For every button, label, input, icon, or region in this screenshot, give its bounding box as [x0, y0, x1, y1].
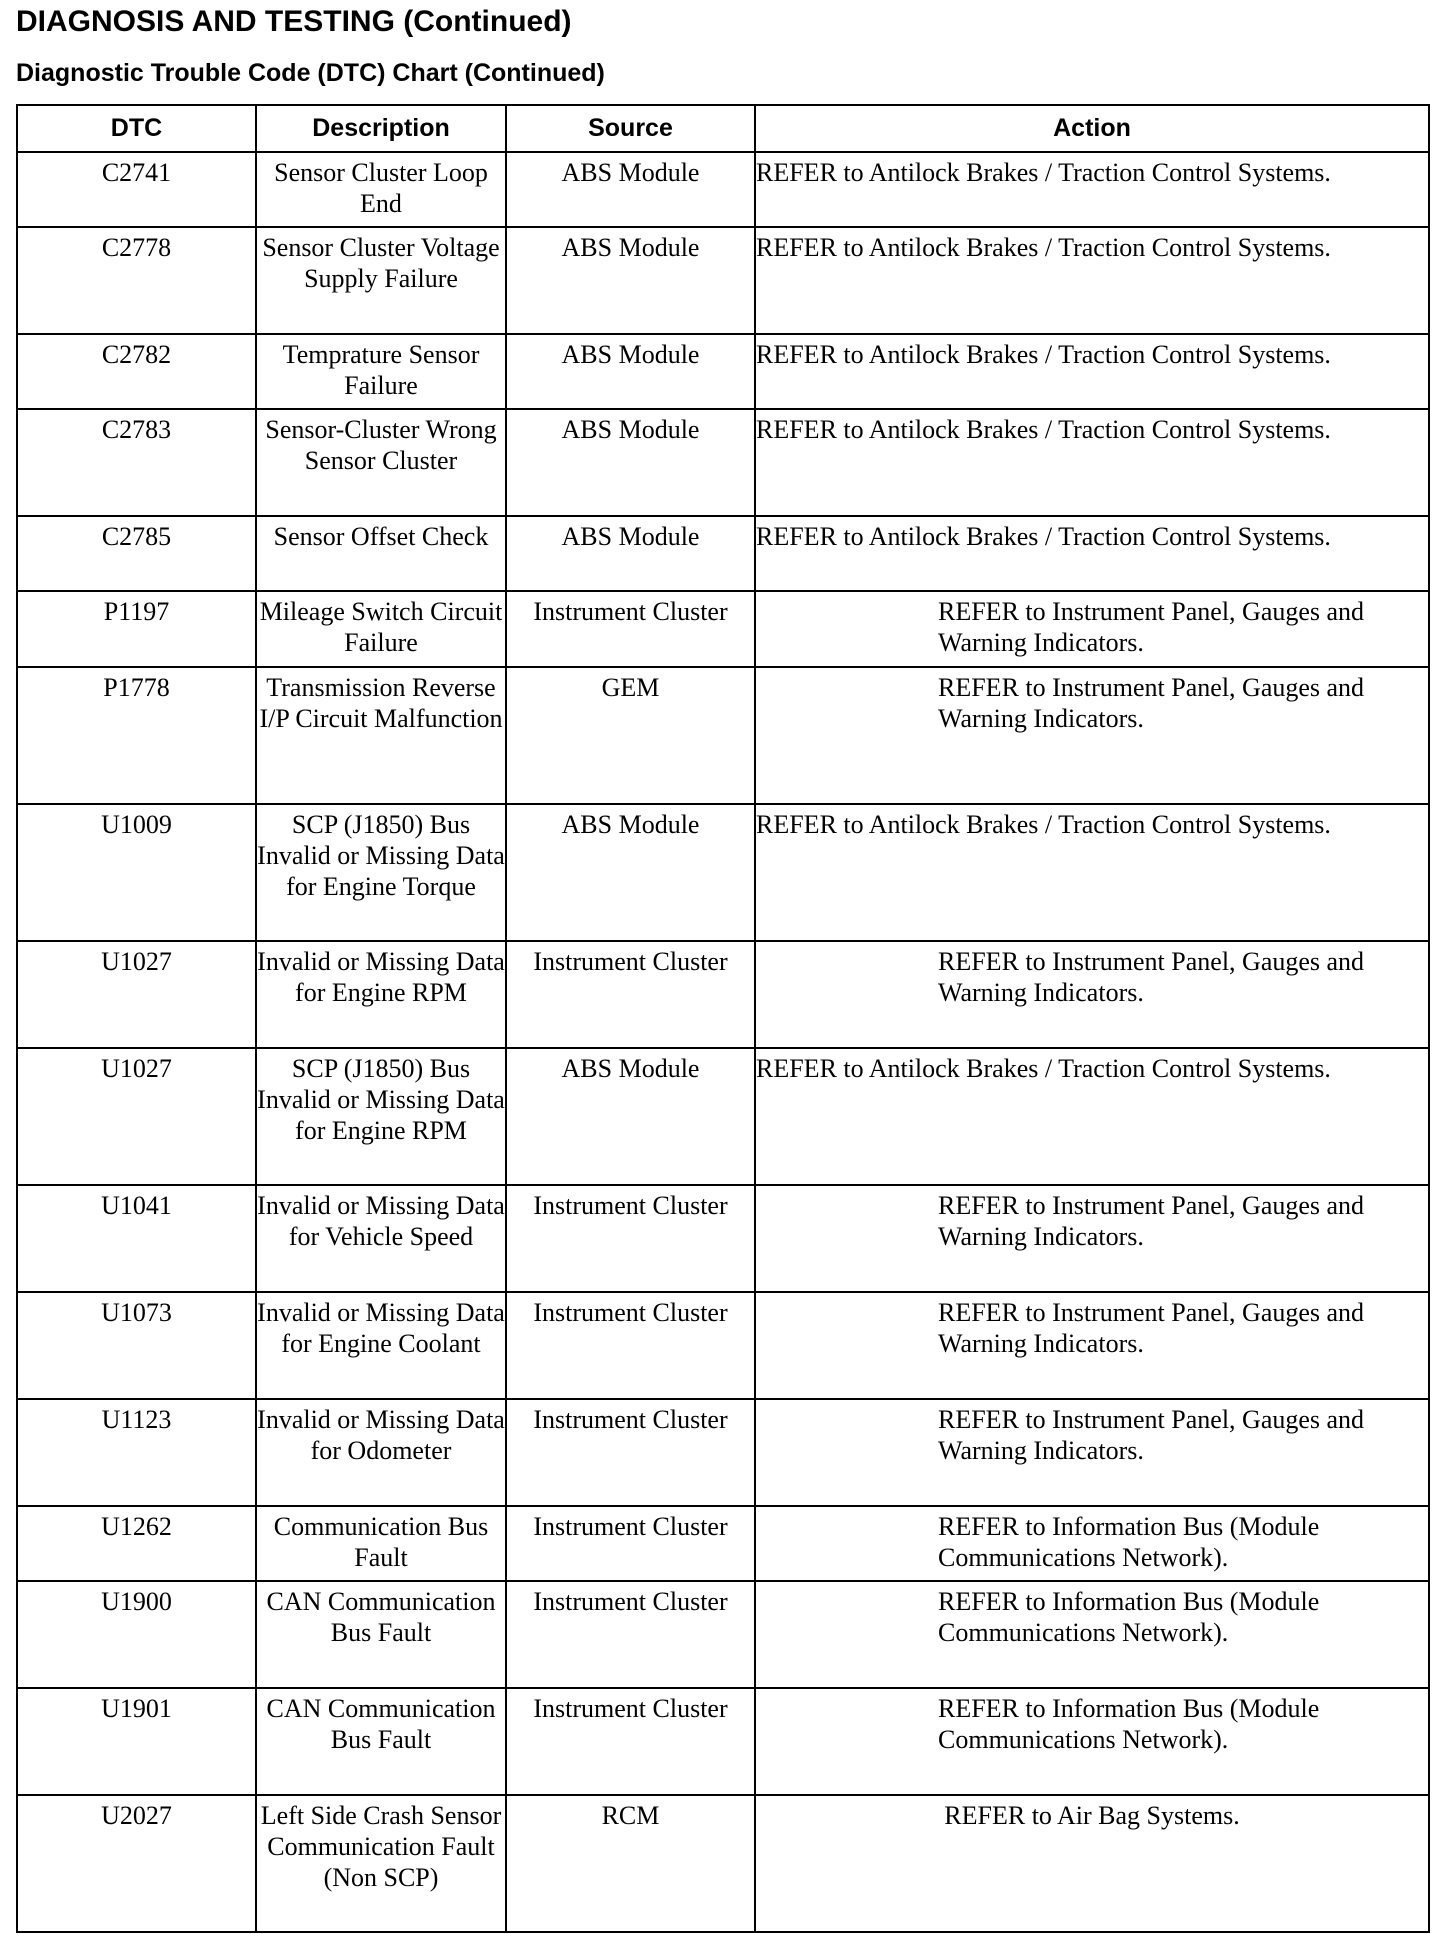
- description-cell: Invalid or Missing Data for Engine Coolant: [256, 1292, 506, 1399]
- table-row: [17, 804, 1429, 941]
- description-cell: SCP (J1850) Bus Invalid or Missing Data for Engine RPM: [256, 1048, 506, 1185]
- description-cell: Temprature Sensor Failure: [256, 334, 506, 409]
- dtc-cell: U1901: [17, 1688, 256, 1795]
- action-cell: [755, 1506, 1429, 1581]
- source-cell: ABS Module: [506, 1048, 755, 1185]
- table-row: [17, 1185, 1429, 1292]
- dtc-cell: U1073: [17, 1292, 256, 1399]
- action-cell: [755, 227, 1429, 334]
- description-cell: Communication Bus Fault: [256, 1506, 506, 1581]
- source-cell: ABS Module: [506, 152, 755, 227]
- action-cell: [755, 334, 1429, 409]
- description-cell: SCP (J1850) Bus Invalid or Missing Data for Engine Torque: [256, 804, 506, 941]
- chart-subtitle: Diagnostic Trouble Code (DTC) Chart (Continued): [16, 59, 605, 87]
- action-text: REFER to Instrument Panel, Gauges and Warning Indicators.: [938, 1298, 1365, 1358]
- source-cell: Instrument Cluster: [506, 1185, 755, 1292]
- table-row: [17, 227, 1429, 334]
- action-text: REFER to Instrument Panel, Gauges and Warning Indicators.: [938, 597, 1365, 657]
- description-cell: Invalid or Missing Data for Vehicle Speed: [256, 1185, 506, 1292]
- table-row: [17, 409, 1429, 516]
- source-cell: RCM: [506, 1795, 755, 1932]
- table-row: [17, 152, 1429, 227]
- action-cell: [755, 1185, 1429, 1292]
- table-row: [17, 1688, 1429, 1795]
- dtc-cell: U1262: [17, 1506, 256, 1581]
- dtc-cell: U1900: [17, 1581, 256, 1688]
- description-cell: Sensor Cluster Loop End: [256, 152, 506, 227]
- action-cell: [755, 1795, 1429, 1932]
- action-cell: [755, 1581, 1429, 1688]
- table-row: [17, 1506, 1429, 1581]
- dtc-cell: U1027: [17, 941, 256, 1048]
- table-header-row: [17, 105, 1429, 152]
- action-cell: [755, 1292, 1429, 1399]
- column-header-dtc: DTC: [17, 105, 256, 152]
- dtc-cell: C2782: [17, 334, 256, 409]
- source-cell: ABS Module: [506, 516, 755, 591]
- action-text: REFER to Instrument Panel, Gauges and Warning Indicators.: [938, 1405, 1365, 1465]
- action-cell: [755, 409, 1429, 516]
- action-text: REFER to Antilock Brakes / Traction Control Systems.: [756, 810, 1331, 839]
- action-text: REFER to Information Bus (Module Communications Network).: [938, 1694, 1320, 1754]
- source-cell: GEM: [506, 667, 755, 804]
- dtc-cell: U1123: [17, 1399, 256, 1506]
- description-cell: Mileage Switch Circuit Failure: [256, 591, 506, 667]
- action-cell: [755, 1399, 1429, 1506]
- action-text: REFER to Antilock Brakes / Traction Control Systems.: [756, 340, 1331, 369]
- dtc-cell: P1778: [17, 667, 256, 804]
- action-cell: [755, 1048, 1429, 1185]
- dtc-cell: U1041: [17, 1185, 256, 1292]
- action-text: REFER to Antilock Brakes / Traction Control Systems.: [756, 415, 1331, 444]
- action-cell: [755, 516, 1429, 591]
- dtc-cell: C2783: [17, 409, 256, 516]
- action-cell: [755, 667, 1429, 804]
- table-row: [17, 1048, 1429, 1185]
- column-header-source: Source: [506, 105, 755, 152]
- source-cell: Instrument Cluster: [506, 1292, 755, 1399]
- dtc-cell: C2778: [17, 227, 256, 334]
- description-cell: Transmission Reverse I/P Circuit Malfunction: [256, 667, 506, 804]
- column-header-action: Action: [755, 105, 1429, 152]
- description-cell: Invalid or Missing Data for Odometer: [256, 1399, 506, 1506]
- source-cell: ABS Module: [506, 804, 755, 941]
- description-cell: Invalid or Missing Data for Engine RPM: [256, 941, 506, 1048]
- dtc-cell: C2785: [17, 516, 256, 591]
- description-cell: CAN Communication Bus Fault: [256, 1688, 506, 1795]
- table-row: [17, 1292, 1429, 1399]
- description-cell: Sensor Cluster Voltage Supply Failure: [256, 227, 506, 334]
- dtc-cell: P1197: [17, 591, 256, 667]
- table-row: [17, 591, 1429, 667]
- description-cell: CAN Communication Bus Fault: [256, 1581, 506, 1688]
- description-cell: Left Side Crash Sensor Communication Fault (Non SCP): [256, 1795, 506, 1932]
- source-cell: Instrument Cluster: [506, 1688, 755, 1795]
- table-row: [17, 1399, 1429, 1506]
- action-text: REFER to Instrument Panel, Gauges and Warning Indicators.: [938, 947, 1365, 1007]
- dtc-cell: C2741: [17, 152, 256, 227]
- action-text: REFER to Antilock Brakes / Traction Control Systems.: [756, 233, 1331, 262]
- action-cell: [755, 804, 1429, 941]
- dtc-cell: U1009: [17, 804, 256, 941]
- source-cell: ABS Module: [506, 409, 755, 516]
- action-text: REFER to Antilock Brakes / Traction Control Systems.: [756, 158, 1331, 187]
- table-row: [17, 1581, 1429, 1688]
- action-text: REFER to Instrument Panel, Gauges and Warning Indicators.: [938, 1191, 1365, 1251]
- action-text: REFER to Information Bus (Module Communications Network).: [938, 1512, 1320, 1572]
- action-cell: [755, 1688, 1429, 1795]
- page-title: DIAGNOSIS AND TESTING (Continued): [16, 5, 572, 38]
- source-cell: Instrument Cluster: [506, 941, 755, 1048]
- column-header-description: Description: [256, 105, 506, 152]
- source-cell: Instrument Cluster: [506, 1399, 755, 1506]
- action-cell: [755, 941, 1429, 1048]
- source-cell: ABS Module: [506, 227, 755, 334]
- action-text: REFER to Antilock Brakes / Traction Control Systems.: [756, 1054, 1331, 1083]
- action-cell: [755, 591, 1429, 667]
- action-text: REFER to Air Bag Systems.: [944, 1801, 1240, 1830]
- description-cell: Sensor-Cluster Wrong Sensor Cluster: [256, 409, 506, 516]
- source-cell: ABS Module: [506, 334, 755, 409]
- table-row: [17, 667, 1429, 804]
- action-text: REFER to Antilock Brakes / Traction Control Systems.: [756, 522, 1331, 551]
- source-cell: Instrument Cluster: [506, 591, 755, 667]
- table-row: [17, 516, 1429, 591]
- action-text: REFER to Information Bus (Module Communications Network).: [938, 1587, 1320, 1647]
- source-cell: Instrument Cluster: [506, 1581, 755, 1688]
- table-row: [17, 941, 1429, 1048]
- table-row: [17, 334, 1429, 409]
- dtc-table: [16, 104, 1430, 1933]
- description-cell: Sensor Offset Check: [256, 516, 506, 591]
- table-row: [17, 1795, 1429, 1932]
- action-text: REFER to Instrument Panel, Gauges and Warning Indicators.: [938, 673, 1365, 733]
- source-cell: Instrument Cluster: [506, 1506, 755, 1581]
- dtc-cell: U2027: [17, 1795, 256, 1932]
- action-cell: [755, 152, 1429, 227]
- dtc-cell: U1027: [17, 1048, 256, 1185]
